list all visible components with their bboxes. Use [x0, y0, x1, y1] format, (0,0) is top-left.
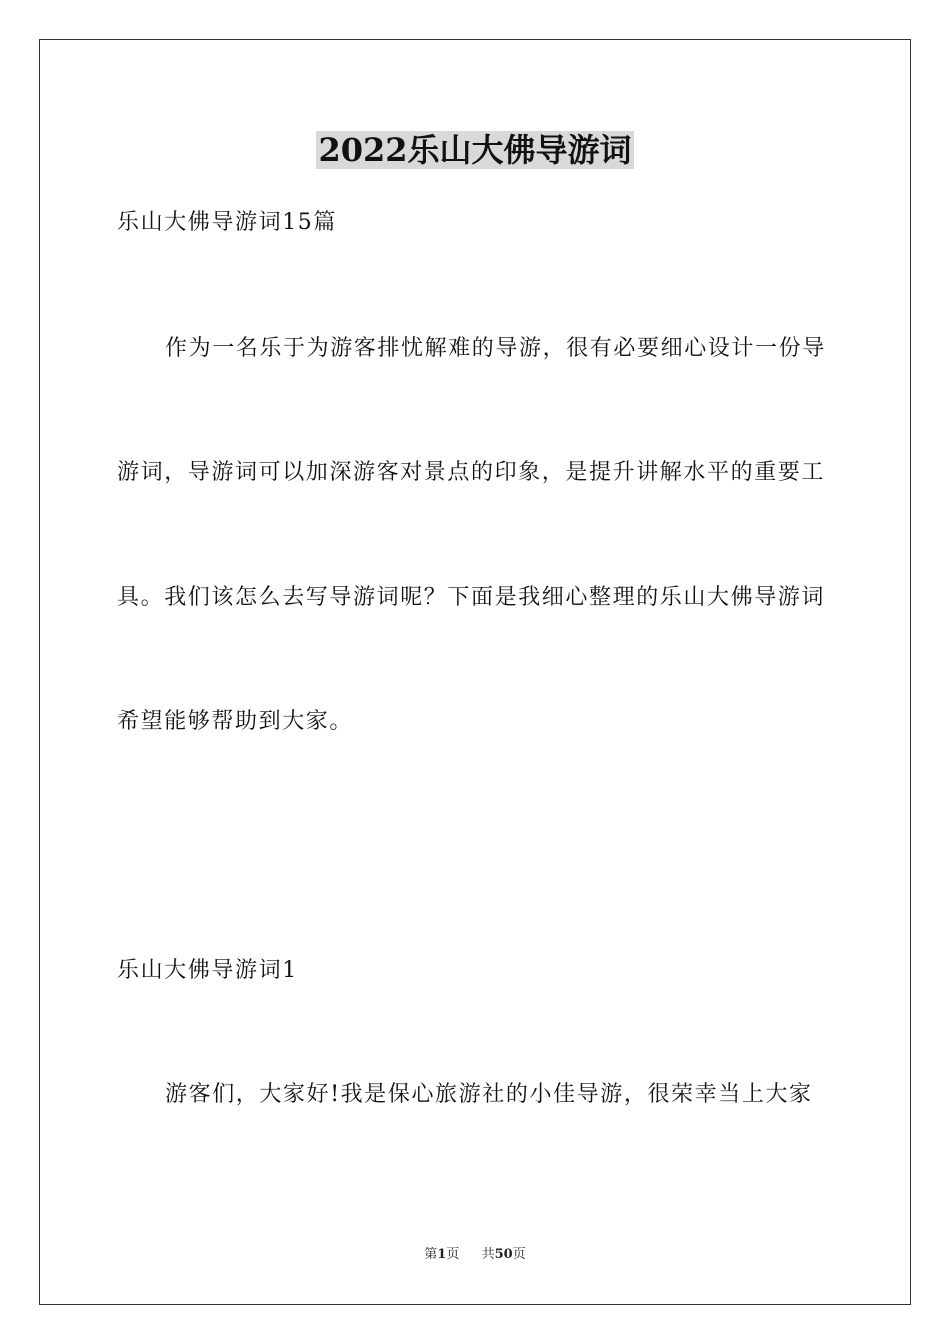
footer-total-suffix: 页 — [512, 1247, 526, 1262]
section-first-line: 游客们，大家好!我是保心旅游社的小佳导游，很荣幸当上大家 — [165, 1082, 813, 1107]
document-subtitle: 乐山大佛导游词15篇 — [117, 210, 337, 235]
footer-total-prefix: 共 — [481, 1247, 495, 1262]
footer-total-pages: 50 — [494, 1247, 513, 1262]
section-heading: 乐山大佛导游词1 — [117, 958, 298, 983]
page-footer — [0, 1246, 950, 1264]
footer-page-number: 1 — [437, 1247, 447, 1262]
footer-page-prefix: 第 — [424, 1247, 438, 1262]
document-title — [0, 126, 950, 174]
intro-line-3: 具。我们该怎么去写导游词呢？下面是我细心整理的乐山大佛导游词 — [117, 585, 826, 610]
document-title-text: 2022乐山大佛导游词 — [318, 131, 632, 169]
intro-line-1: 作为一名乐于为游客排忧解难的导游，很有必要细心设计一份导 — [165, 336, 826, 361]
intro-line-4: 希望能够帮助到大家。 — [117, 709, 354, 734]
footer-page-suffix: 页 — [446, 1247, 460, 1262]
intro-line-2: 游词，导游词可以加深游客对景点的印象，是提升讲解水平的重要工 — [117, 460, 826, 485]
